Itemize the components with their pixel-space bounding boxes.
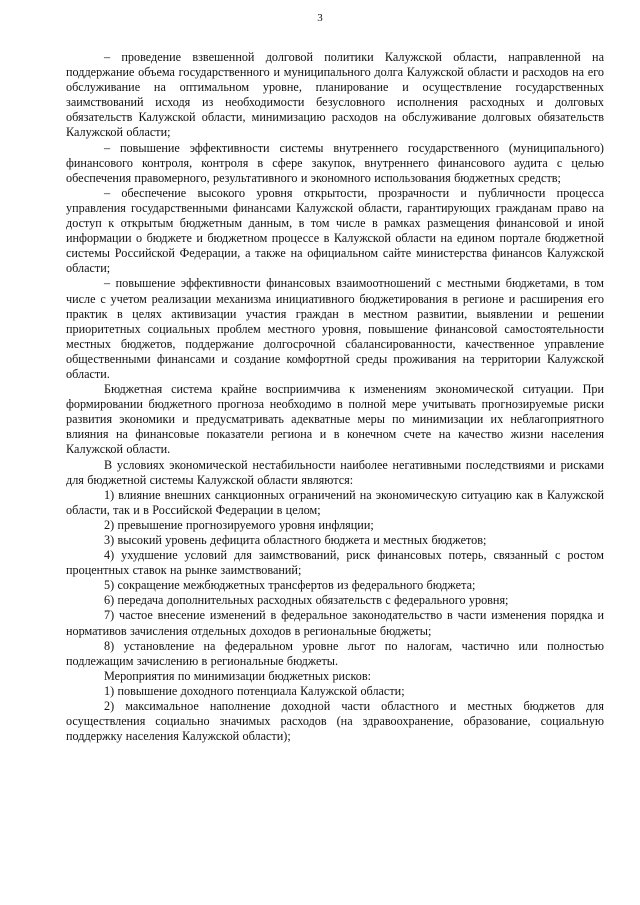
risk-item-3: 3) высокий уровень дефицита областного бюджета и местных бюджетов; bbox=[104, 533, 487, 547]
paragraph-risks-intro: В условиях экономической нестабильности наиболее негативными последствиями и рисками для бюджетной системы Калужской области являются: bbox=[66, 457, 604, 487]
risk-item-2: 2) превышение прогнозируемого уровня инфляции; bbox=[104, 517, 374, 532]
document-body bbox=[66, 50, 604, 744]
paragraph-transparency: – обеспечение высокого уровня открытости, прозрачности и публичности процесса управления государственными финансами Калужской области, гарантирующих гражданам право на доступ к открытым бюджетным данным, в том числе в рамках размещения финансовой и иной информации о бюджете и бюджетном процессе в Калужской области на едином портале бюджетной системы Российской Федерации, а также на официальном сайте министерства финансов Калужской области; bbox=[66, 185, 604, 276]
risk-item-5: 5) сокращение межбюджетных трансфертов из федерального бюджета; bbox=[104, 578, 476, 593]
risk-item-6: 6) передача дополнительных расходных обязательств с федерального уровня; bbox=[104, 593, 509, 608]
measure-item-1: 1) повышение доходного потенциала Калужской области; bbox=[104, 683, 405, 698]
risk-item-4: 4) ухудшение условий для заимствований, риск финансовых потерь, связанный с ростом процентных ставок на рынке заимствований; bbox=[66, 548, 604, 578]
risk-item-7: 7) частое внесение изменений в федеральное законодательство в части изменения порядка и нормативов зачисления отдельных доходов в региональные бюджеты; bbox=[66, 608, 604, 638]
paragraph-debt-policy: – проведение взвешенной долговой политики Калужской области, направленной на поддержание объема государственного и муниципального долга Калужской области и расходов на его обслуживание на оптимальном уровне, планирование и осуществление государственных заимствований исходя из необходимости безусловного исполнения расходных и долговых обязательств Калужской области, минимизацию расходов на обслуживание долговых обязательств Калужской области; bbox=[66, 50, 604, 140]
risk-item-1: 1) влияние внешних санкционных ограничений на экономическую ситуацию как в Калужской области, так и в Российской Федерации в целом; bbox=[66, 487, 604, 517]
paragraph-budget-system: Бюджетная система крайне восприимчива к изменениям экономической ситуации. При формировании бюджетного прогноза необходимо в полной мере учитывать прогнозируемые риски развития экономики и предусматривать адекватные меры по минимизации их неблагоприятного влияния на финансовые показатели региона и в конечном счете на качество жизни населения Калужской области. bbox=[66, 382, 604, 457]
paragraph-measures-intro: Мероприятия по минимизации бюджетных рисков: bbox=[104, 668, 372, 683]
risk-item-8: 8) установление на федеральном уровне льгот по налогам, частично или полностью подлежащим зачислению в региональные бюджеты. bbox=[66, 638, 604, 668]
page-number: 3 bbox=[317, 12, 323, 24]
paragraph-local-budgets: – повышение эффективности финансовых взаимоотношений с местными бюджетами, в том числе с учетом реализации механизма инициативного бюджетирования в регионе и расширения его практик в целях активизации участия граждан в местном развитии, выявлении и решении приоритетных социальных проблем местного уровня, повышение финансовой самостоятельности местных бюджетов, поддержание долгосрочной сбалансированности, качественное управление общественными финансами и создание комфортной среды проживания на территории Калужской области. bbox=[66, 276, 604, 381]
paragraph-financial-control: – повышение эффективности системы внутреннего государственного (муниципального) финансового контроля, контроля в сфере закупок, внутреннего финансового аудита с целью обеспечения правомерного, результативного и экономного использования бюджетных средств; bbox=[66, 140, 604, 185]
measure-item-2: 2) максимальное наполнение доходной части областного и местных бюджетов для осуществления социально значимых расходов (на здравоохранение, образование, социальную поддержку населения Калужской области); bbox=[66, 699, 604, 744]
